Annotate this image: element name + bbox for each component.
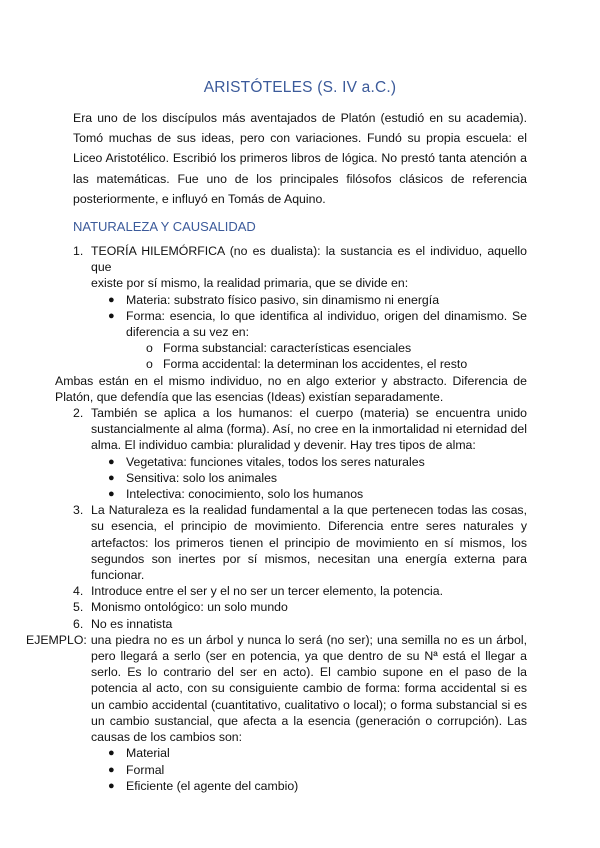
circle-bullet-icon: o	[146, 341, 153, 356]
bullet-item: ● Vegetativa: funciones vitales, todos los seres naturales	[108, 454, 425, 469]
list-number: 6.	[73, 616, 84, 631]
ambas-paragraph: Ambas están en el mismo individuo, no en algo exterior y abstracto. Diferencia de Platón, que defendía que las esencias (Ideas) existían separadamente.	[55, 373, 527, 404]
list-number: 5.	[73, 600, 84, 615]
section-content	[26, 243, 527, 794]
list-number: 2.	[73, 406, 84, 421]
sub-bullet-item: o Forma substancial: características esenciales	[146, 341, 412, 356]
bullet-icon: ●	[108, 293, 115, 306]
list-number: 1.	[73, 244, 84, 258]
list-item-1	[73, 243, 527, 292]
list-item-5: 5. Monismo ontológico: un solo mundo	[73, 600, 288, 615]
list-item-2: 2. También se aplica a los humanos: el cuerpo (materia) se encuentra unido sustancialmente al alma (forma). Así, no cree en la inmortalidad ni eternidad del alma. El individuo cambia: pluralidad y devenir. Hay tres tipos de alma:	[73, 406, 527, 453]
sub-bullet-item: o Forma accidental: la determinan los accidentes, el resto	[146, 357, 468, 372]
bullet-icon: ●	[108, 309, 115, 322]
list-item-6: 6. No es innatista	[73, 616, 173, 631]
bullet-icon: ●	[108, 779, 115, 792]
bullet-icon: ●	[108, 747, 115, 760]
bullet-item: ● Formal	[108, 762, 165, 777]
circle-bullet-icon: o	[146, 357, 153, 372]
intro-paragraph: Era uno de los discípulos más aventajados de Platón (estudió en su academia). Tomó muchas de sus ideas, pero con variaciones. Fundó su propia escuela: el Liceo Aristotélico. Escribió los primeros libros de lógica. No prestó tanta atención a las matemáticas. Fue uno de los principales filósofos clásicos de referencia posteriormente, e influyó en Tomás de Aquino.	[73, 111, 527, 206]
bullet-icon: ●	[108, 763, 115, 776]
bullet-item: ● Forma: esencia, lo que identifica al individuo, origen del dinamismo. Se diferencia a su vez en:	[108, 308, 527, 340]
bullet-item: ● Intelectiva: conocimiento, solo los humanos	[108, 487, 364, 502]
bullet-item: ● Material	[108, 746, 170, 761]
item1-line1: TEORÍA HILEMÓRFICA (no es dualista): la sustancia es el individuo, aquello que	[91, 244, 527, 275]
page-title: ARISTÓTELES (S. IV a.C.)	[203, 79, 397, 96]
bullet-icon: ●	[108, 488, 115, 501]
list-item-3: 3. La Naturaleza es la realidad fundamental a la que pertenecen todas las cosas, su esencia, el principio de movimiento. Diferencia entre seres naturales y artefactos: los primeros tienen el principio de movimiento en sí mismos, los segundos son inertes por sí mismos, necesitan una energía externa para funcionar.	[73, 503, 527, 583]
bullet-item: ● Materia: substrato físico pasivo, sin dinamismo ni energía	[108, 292, 440, 307]
item1-line2: existe por sí mismo, la realidad primaria, que se divide en:	[91, 276, 409, 291]
ejemplo-first-line: EJEMPLO: una piedra no es un árbol y nunca lo será (no ser); una semilla no es un árbol,	[26, 632, 527, 647]
bullet-icon: ●	[108, 471, 115, 484]
section-heading: NATURALEZA Y CAUSALIDAD	[73, 219, 256, 234]
list-number: 3.	[73, 503, 84, 518]
list-number: 4.	[73, 584, 84, 599]
bullet-icon: ●	[108, 455, 115, 468]
ejemplo-paragraph: pero llegará a serlo (ser en potencia, ya que dentro de su Nª está el llegar a serlo. Es lo contrario del ser en acto). El cambio supone en el paso de la potencia al acto, con su consiguiente cambio de forma: forma accidental si es un cambio accidental (cuantitativo, cualitativo o local); o forma substancial si es un cambio sustancial, que afecta a la esencia (generación o corrupción). Las causas de los cambios son:	[91, 649, 527, 745]
bullet-item: ● Eficiente (el agente del cambio)	[108, 778, 299, 793]
bullet-item: ● Sensitiva: solo los animales	[108, 470, 278, 485]
list-item-4: 4. Introduce entre el ser y el no ser un tercer elemento, la potencia.	[73, 584, 444, 599]
